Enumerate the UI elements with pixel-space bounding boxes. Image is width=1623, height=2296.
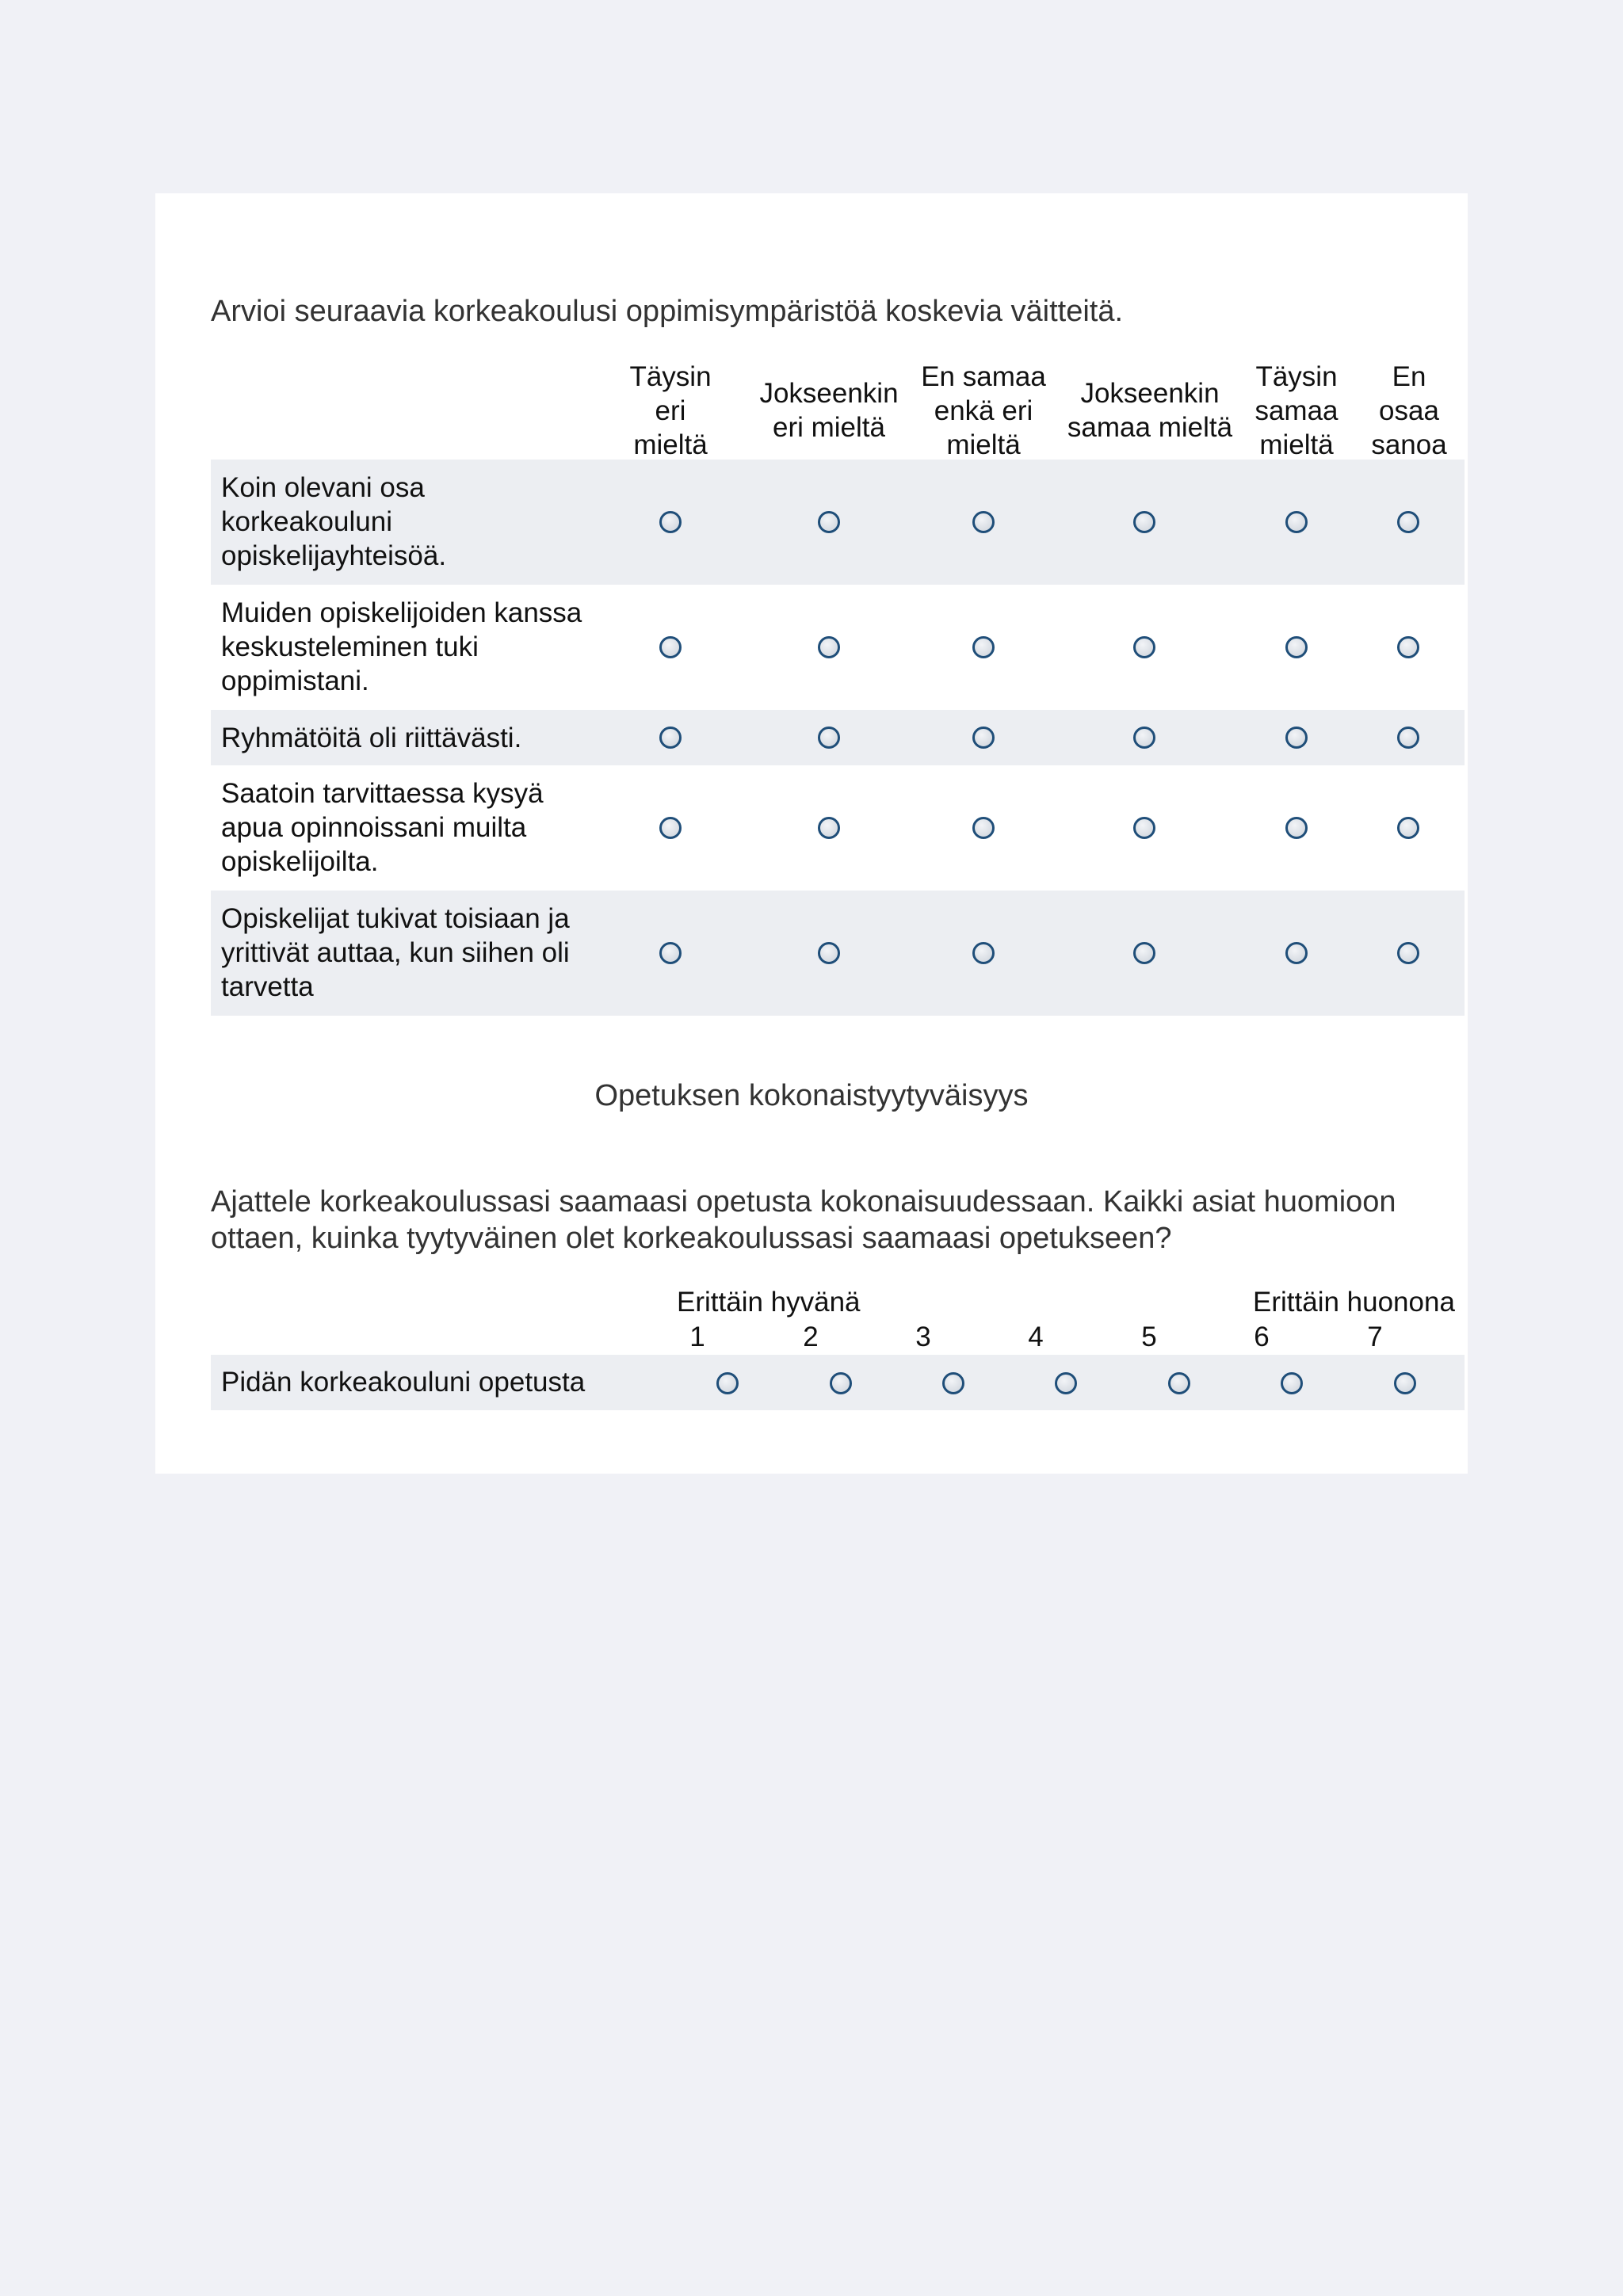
scale-number: 2 — [803, 1322, 819, 1352]
radio-option[interactable] — [1133, 727, 1155, 749]
radio-option[interactable] — [1397, 727, 1419, 749]
radio-option[interactable] — [1397, 511, 1419, 533]
radio-option[interactable] — [1285, 727, 1308, 749]
radio-option[interactable] — [818, 727, 840, 749]
radio-option[interactable] — [1168, 1372, 1190, 1394]
agreement-matrix — [211, 361, 1465, 1016]
radio-option[interactable] — [1281, 1372, 1303, 1394]
row-label: Pidän korkeakouluni opetusta — [221, 1367, 586, 1398]
radio-option[interactable] — [818, 511, 840, 533]
radio-option[interactable] — [659, 942, 682, 964]
row-label: Muiden opiskelijoiden kanssa keskusteleminen tuki oppimistani. — [221, 597, 582, 696]
radio-option[interactable] — [1133, 636, 1155, 658]
column-header-1: Täysin eri mieltä — [629, 360, 712, 460]
matrix-header — [211, 361, 1465, 460]
section-title: Opetuksen kokonaistyytyväisyys — [594, 1079, 1029, 1112]
question-2-text: Ajattele korkeakoulussasi saamaasi opetusta kokonaisuudessaan. Kaikki asiat huomioon ottaen, kuinka tyytyväinen olet korkeakoulussasi saamaasi opetukseen? — [211, 1185, 1396, 1255]
radio-option[interactable] — [972, 511, 995, 533]
radio-option[interactable] — [1285, 636, 1308, 658]
column-header-6: En osaa sanoa — [1371, 360, 1447, 460]
scale-number: 7 — [1367, 1322, 1383, 1352]
scale-anchor-right: Erittäin huonona — [1253, 1287, 1455, 1318]
radio-option[interactable] — [659, 636, 682, 658]
radio-option[interactable] — [1133, 511, 1155, 533]
radio-option[interactable] — [972, 942, 995, 964]
scale-number: 5 — [1141, 1322, 1157, 1352]
radio-option[interactable] — [1397, 636, 1419, 658]
radio-option[interactable] — [1055, 1372, 1077, 1394]
scale-number: 1 — [689, 1322, 705, 1352]
matrix-row — [211, 891, 1465, 1016]
matrix-row — [211, 765, 1465, 891]
radio-option[interactable] — [1397, 817, 1419, 839]
radio-option[interactable] — [659, 511, 682, 533]
column-header-3: En samaa enkä eri mieltä — [921, 360, 1046, 460]
radio-option[interactable] — [818, 942, 840, 964]
scale-anchor-left: Erittäin hyvänä — [677, 1287, 861, 1318]
radio-option[interactable] — [972, 636, 995, 658]
question-1-text: Arvioi seuraavia korkeakoulusi oppimisympäristöä koskevia väitteitä. — [211, 295, 1124, 328]
row-label: Ryhmätöitä oli riittävästi. — [221, 723, 522, 753]
radio-option[interactable] — [1133, 942, 1155, 964]
radio-option[interactable] — [659, 727, 682, 749]
radio-option[interactable] — [1133, 817, 1155, 839]
radio-option[interactable] — [972, 727, 995, 749]
radio-option[interactable] — [942, 1372, 964, 1394]
radio-option[interactable] — [972, 817, 995, 839]
radio-option[interactable] — [716, 1372, 739, 1394]
radio-option[interactable] — [1394, 1372, 1416, 1394]
scale-number: 6 — [1254, 1322, 1270, 1352]
column-header-2: Jokseenkin eri mieltä — [759, 378, 899, 443]
radio-option[interactable] — [1397, 942, 1419, 964]
radio-option[interactable] — [659, 817, 682, 839]
matrix-row — [211, 710, 1465, 765]
column-header-4: Jokseenkin samaa mieltä — [1067, 378, 1233, 443]
radio-option[interactable] — [1285, 817, 1308, 839]
scale-number: 4 — [1028, 1322, 1044, 1352]
row-label: Saatoin tarvittaessa kysyä apua opinnoissani muilta opiskelijoilta. — [221, 778, 544, 877]
row-label: Koin olevani osa korkeakouluni opiskelijayhteisöä. — [221, 472, 447, 571]
radio-option[interactable] — [818, 817, 840, 839]
survey-card — [155, 193, 1468, 1474]
scale-number: 3 — [915, 1322, 931, 1352]
rating-row — [211, 1355, 1465, 1410]
column-header-5: Täysin samaa mieltä — [1254, 360, 1338, 460]
radio-option[interactable] — [818, 636, 840, 658]
radio-option[interactable] — [1285, 511, 1308, 533]
radio-option[interactable] — [1285, 942, 1308, 964]
matrix-row — [211, 585, 1465, 710]
row-label: Opiskelijat tukivat toisiaan ja yrittivät auttaa, kun siihen oli tarvetta — [221, 903, 570, 1002]
matrix-row — [211, 460, 1465, 585]
radio-option[interactable] — [830, 1372, 852, 1394]
